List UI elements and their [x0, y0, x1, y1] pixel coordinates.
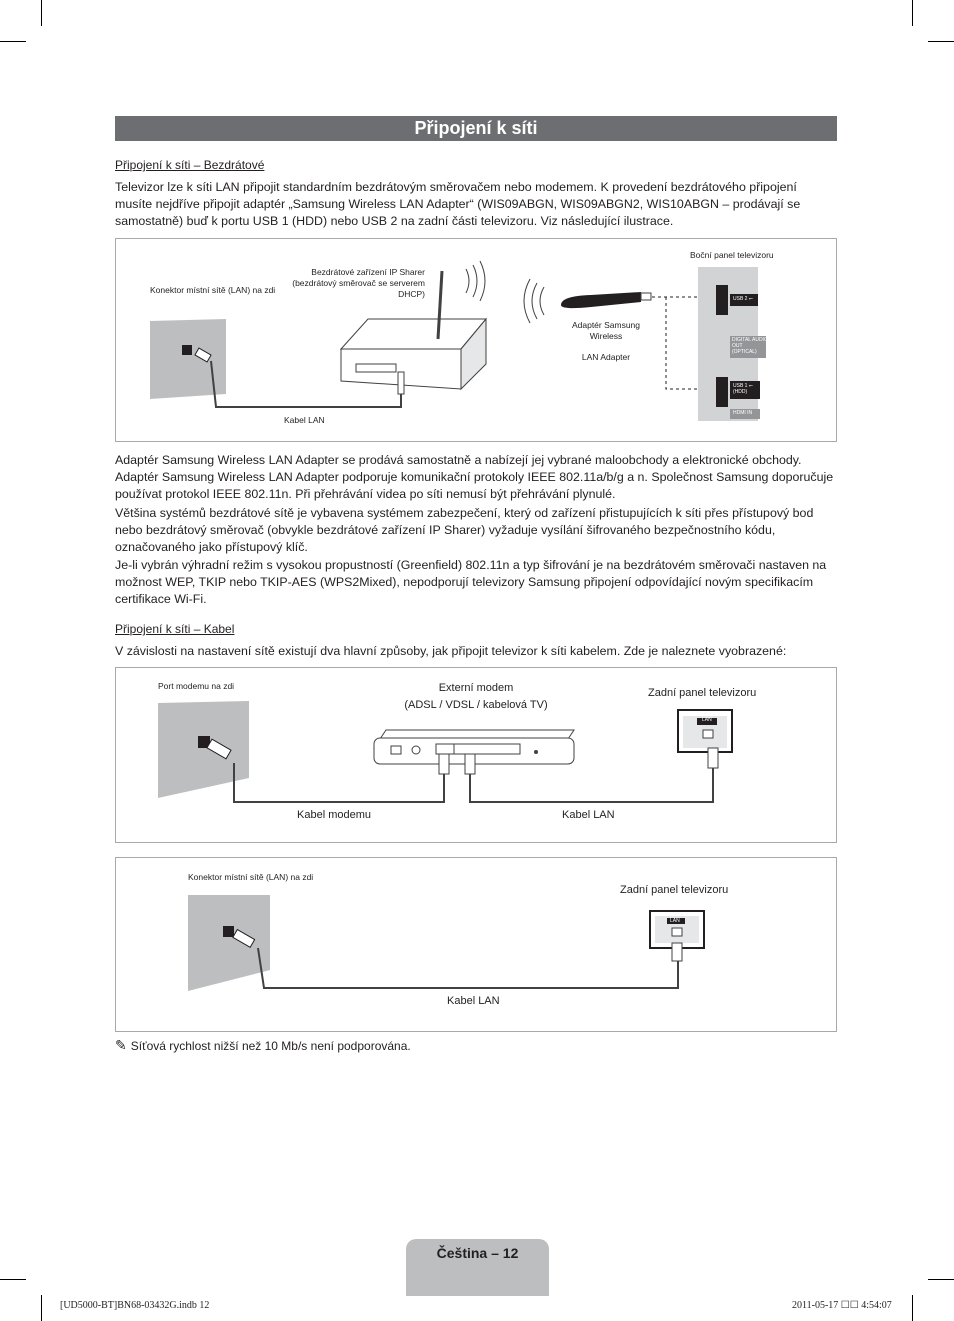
wall-connector-label: Konektor místní sítě (LAN) na zdi: [150, 285, 276, 295]
plug: [672, 943, 682, 961]
modem-port: [436, 744, 454, 754]
page-title: Připojení k síti: [115, 116, 837, 141]
wave: [480, 261, 485, 301]
note-text: Síťová rychlost nižší než 10 Mb/s není podporována.: [130, 1039, 411, 1053]
modem-sub-label: (ADSL / VDSL / kabelová TV): [404, 699, 548, 711]
wall-socket: [223, 926, 234, 937]
page-number-tab: [406, 1239, 549, 1296]
section-heading-wireless: Připojení k síti – Bezdrátové: [115, 158, 265, 172]
crop-mark: [0, 1279, 26, 1280]
port-usb2-label: USB 2 ⭠: [733, 296, 753, 302]
wall-connector-label: Konektor místní sítě (LAN) na zdi: [188, 872, 314, 882]
plug: [708, 748, 718, 768]
print-info-right: 2011-05-17 ☐☐ 4:54:07: [792, 1300, 892, 1311]
plug: [439, 754, 449, 774]
wireless-para-2: Většina systémů bezdrátové sítě je vybavena systémem zabezpečení, který od zařízení přistupujících k síti přes přístupový bod nebo bezdrátový směrovač (obvykle bezdrátové zařízení IP Sharer) vyžaduje vysílání šifrovaného bezpečnostního kódu, označovaného jako přístupový klíč.: [115, 506, 814, 554]
modem-cable-label: Kabel modemu: [297, 809, 371, 821]
wave: [473, 265, 477, 297]
modem-led: [534, 750, 538, 754]
port-lan-label: LAN: [702, 717, 712, 723]
crop-mark: [41, 0, 42, 26]
crop-mark: [0, 41, 26, 42]
wireless-intro: Televizor lze k síti LAN připojit standardním bezdrátovým směrovačem nebo modemem. K provedení bezdrátového připojení musíte nejdříve připojit adaptér „Samsung Wireless LAN Adapter“ (WIS09ABGN, WIS09ABGN2, WIS10ABGN – prodávají se samostatně) buď k portu USB 1 (HDD) nebo USB 2 na zadní části televizoru. Viz následující ilustrace.: [115, 180, 801, 228]
usb-port: [716, 285, 728, 315]
port-optical-label: DIGITAL AUDIO OUT (OPTICAL): [732, 337, 768, 355]
wave: [532, 283, 537, 319]
wireless-para-1: Adaptér Samsung Wireless LAN Adapter se prodává samostatně a nabízejí jej vybrané maloobchody a elektronické obchody. Adaptér Samsung Wireless LAN Adapter podporuje komunikační protokoly IEEE 802.11a/b/g a n. Společnost Samsung doporučuje používat protokol IEEE 802.11n. Při přehrávání videa po síti nemusí být přehrávání plynulé.: [115, 453, 834, 501]
modem-label: Externí modem: [438, 682, 514, 694]
modem-power: [412, 746, 420, 754]
port-hdmi-label: HDMI IN: [733, 410, 753, 416]
wall-panel: [158, 701, 249, 798]
cable-diagram-modem: [115, 667, 837, 843]
modem-lan-ports: [454, 744, 520, 754]
plug: [465, 754, 475, 774]
wall-panel: [188, 895, 270, 991]
tv-rear-label: Zadní panel televizoru: [648, 687, 757, 699]
usb-adapter: [561, 292, 641, 308]
lan-cable-line: [470, 763, 713, 802]
wireless-diagram-graphic: [116, 239, 836, 441]
modem-switch: [391, 746, 401, 754]
print-info-left: [UD5000-BT]BN68-03432G.indb 12: [60, 1300, 210, 1311]
wall-socket: [182, 345, 192, 355]
adapter-label: Adaptér Samsung Wireless: [571, 320, 641, 341]
wireless-para-3: Je-li vybrán výhradní režim s vysokou propustností (Greenfield) 802.11n a typ šifrování je na bezdrátovém směrovači nastaven na možnost WEP, TKIP nebo TKIP-AES (WPS2Mixed), nepodporují televizory Samsung připojení odpovídající novým specifikacím certifikace Wi-Fi.: [115, 558, 827, 606]
lan-socket: [703, 730, 713, 738]
note: [115, 1037, 411, 1054]
wave: [540, 287, 544, 315]
usb-port: [716, 377, 728, 407]
lan-cable-line: [258, 948, 678, 988]
cable-intro: V závislosti na nastavení sítě existují dva hlavní způsoby, jak připojit televizor k síti kabelem. Zde je naleznete vyobrazené:: [115, 644, 787, 658]
adapter-sub-label: LAN Adapter: [581, 352, 631, 362]
tv-side-panel-label: Boční panel televizoru: [690, 250, 774, 260]
crop-mark: [41, 1295, 42, 1321]
port-usb1-label: USB 1 ⭠ (HDD): [733, 383, 753, 395]
crop-mark: [928, 41, 954, 42]
tv-rear-label: Zadní panel televizoru: [620, 884, 729, 896]
adapter-usb-tip: [641, 293, 651, 300]
wave: [524, 279, 530, 323]
crop-mark: [928, 1279, 954, 1280]
wireless-diagram: [115, 238, 837, 442]
wave: [466, 269, 469, 293]
page-number: Čeština – 12: [436, 1245, 519, 1261]
lan-cable-label: Kabel LAN: [447, 995, 500, 1007]
wall-port-label: Port modemu na zdi: [158, 681, 235, 691]
pencil-icon: ✎: [115, 1037, 127, 1053]
lan-socket: [672, 928, 682, 936]
section-heading-cable: Připojení k síti – Kabel: [115, 622, 235, 636]
cable-diagram-direct: [115, 857, 837, 1032]
modem-cable-line: [234, 763, 444, 802]
lan-cable-label: Kabel LAN: [284, 415, 325, 425]
lan-cable-label: Kabel LAN: [562, 809, 615, 821]
port-lan-label: LAN: [670, 918, 680, 924]
crop-mark: [912, 1295, 913, 1321]
ip-sharer-label: Bezdrátové zařízení IP Sharer (bezdrátový směrovač se serverem DHCP): [292, 267, 425, 299]
crop-mark: [912, 0, 913, 26]
router-ports: [356, 364, 396, 372]
router-plug: [398, 372, 404, 394]
